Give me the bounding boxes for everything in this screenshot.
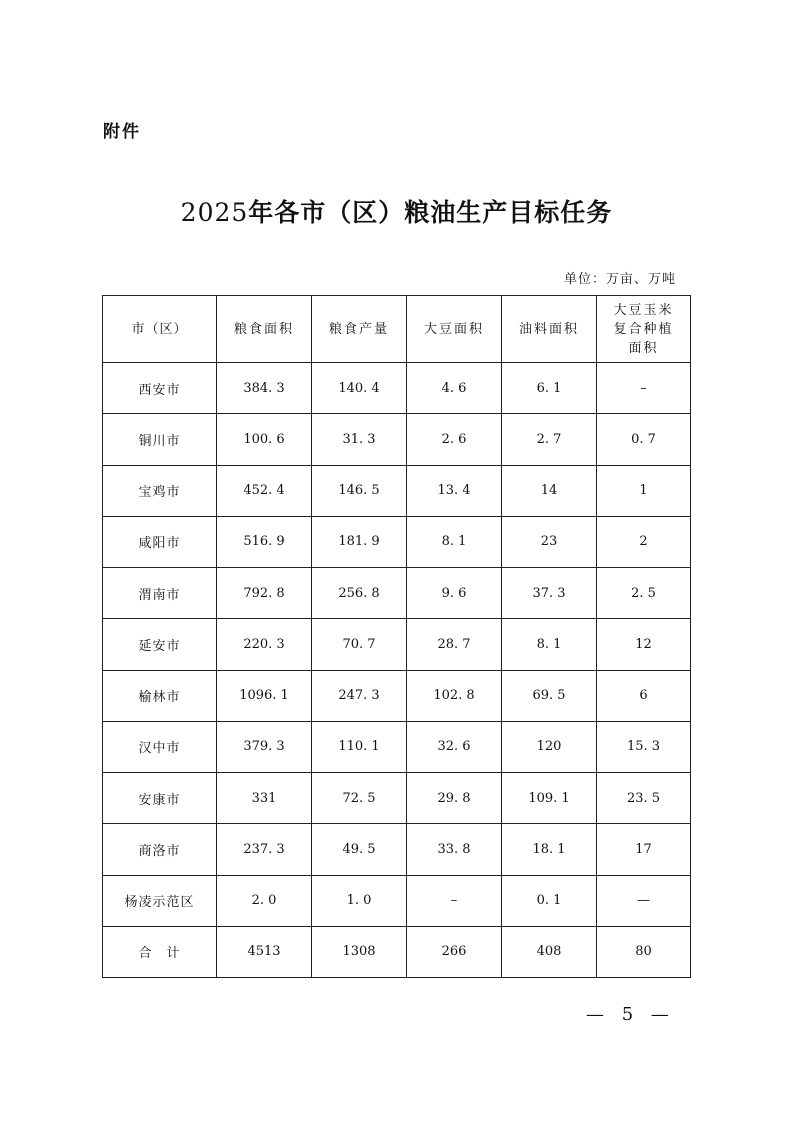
grain-area-cell: 379. 3: [217, 721, 312, 772]
intercrop-area-cell: 6: [597, 670, 691, 721]
grain-area-cell: 100. 6: [217, 414, 312, 465]
grain-output-cell: 1. 0: [312, 875, 407, 926]
intercrop-area-cell: 80: [597, 926, 691, 977]
intercrop-area-cell: 2. 5: [597, 568, 691, 619]
city-cell: 商洛市: [103, 824, 217, 875]
soybean-area-cell: 33. 8: [407, 824, 502, 875]
unit-note: 单位：万亩、万吨: [563, 272, 676, 287]
grain-output-cell: 31. 3: [312, 414, 407, 465]
oilseed-area-cell: 408: [502, 926, 597, 977]
soybean-area-cell: 266: [407, 926, 502, 977]
grain-output-cell: 140. 4: [312, 363, 407, 414]
table-body: [103, 363, 691, 978]
header-intercrop-area: [597, 296, 691, 363]
header-oilseed-area: 油料面积: [502, 296, 597, 363]
intercrop-area-cell: —: [597, 875, 691, 926]
header-grain-area: 粮食面积: [217, 296, 312, 363]
oilseed-area-cell: 0. 1: [502, 875, 597, 926]
grain-output-cell: 110. 1: [312, 721, 407, 772]
grain-output-cell: 247. 3: [312, 670, 407, 721]
soybean-area-cell: –: [407, 875, 502, 926]
header-city: 市（区）: [103, 296, 217, 363]
grain-output-cell: 146. 5: [312, 465, 407, 516]
grain-output-cell: 49. 5: [312, 824, 407, 875]
soybean-area-cell: 32. 6: [407, 721, 502, 772]
city-cell: 合 计: [103, 926, 217, 977]
table-total-row: [103, 926, 691, 977]
soybean-area-cell: 29. 8: [407, 773, 502, 824]
table-row: [103, 721, 691, 772]
header-intercrop-line: 复合种植: [613, 321, 674, 337]
grain-area-cell: 237. 3: [217, 824, 312, 875]
table-row: [103, 465, 691, 516]
oilseed-area-cell: 37. 3: [502, 568, 597, 619]
intercrop-area-cell: 12: [597, 619, 691, 670]
grain-area-cell: 4513: [217, 926, 312, 977]
oilseed-area-cell: 14: [502, 465, 597, 516]
table-header-row: [103, 296, 691, 363]
attachment-label: 附件: [103, 122, 141, 142]
table-row: [103, 363, 691, 414]
intercrop-area-cell: 0. 7: [597, 414, 691, 465]
city-cell: 榆林市: [103, 670, 217, 721]
header-intercrop-line: 大豆玉米: [613, 302, 674, 318]
soybean-area-cell: 9. 6: [407, 568, 502, 619]
table-row: [103, 773, 691, 824]
soybean-area-cell: 4. 6: [407, 363, 502, 414]
oilseed-area-cell: 120: [502, 721, 597, 772]
grain-output-cell: 256. 8: [312, 568, 407, 619]
grain-area-cell: 452. 4: [217, 465, 312, 516]
soybean-area-cell: 2. 6: [407, 414, 502, 465]
title-year: 2025: [180, 198, 249, 227]
title-text: 年各市（区）粮油生产目标任务: [248, 198, 613, 227]
table-row: [103, 619, 691, 670]
intercrop-area-cell: 15. 3: [597, 721, 691, 772]
table-row: [103, 670, 691, 721]
document-title: [0, 193, 793, 229]
oilseed-area-cell: 23: [502, 516, 597, 567]
oilseed-area-cell: 2. 7: [502, 414, 597, 465]
header-intercrop-line: 面积: [628, 340, 659, 356]
table-row: [103, 568, 691, 619]
page-number: — 5 —: [586, 1004, 675, 1025]
city-cell: 西安市: [103, 363, 217, 414]
grain-area-cell: 2. 0: [217, 875, 312, 926]
intercrop-area-cell: 23. 5: [597, 773, 691, 824]
header-grain-output: 粮食产量: [312, 296, 407, 363]
table-row: [103, 516, 691, 567]
oilseed-area-cell: 109. 1: [502, 773, 597, 824]
oilseed-area-cell: 18. 1: [502, 824, 597, 875]
intercrop-area-cell: 1: [597, 465, 691, 516]
grain-area-cell: 792. 8: [217, 568, 312, 619]
oilseed-area-cell: 8. 1: [502, 619, 597, 670]
intercrop-area-cell: 17: [597, 824, 691, 875]
grain-area-cell: 220. 3: [217, 619, 312, 670]
header-soybean-area: 大豆面积: [407, 296, 502, 363]
grain-area-cell: 516. 9: [217, 516, 312, 567]
soybean-area-cell: 102. 8: [407, 670, 502, 721]
table-row: [103, 414, 691, 465]
soybean-area-cell: 13. 4: [407, 465, 502, 516]
table-row: [103, 824, 691, 875]
city-cell: 宝鸡市: [103, 465, 217, 516]
grain-output-cell: 72. 5: [312, 773, 407, 824]
target-table: [102, 295, 691, 978]
city-cell: 延安市: [103, 619, 217, 670]
table-row: [103, 875, 691, 926]
city-cell: 杨凌示范区: [103, 875, 217, 926]
city-cell: 咸阳市: [103, 516, 217, 567]
soybean-area-cell: 28. 7: [407, 619, 502, 670]
soybean-area-cell: 8. 1: [407, 516, 502, 567]
grain-area-cell: 384. 3: [217, 363, 312, 414]
grain-area-cell: 331: [217, 773, 312, 824]
grain-output-cell: 70. 7: [312, 619, 407, 670]
city-cell: 渭南市: [103, 568, 217, 619]
oilseed-area-cell: 69. 5: [502, 670, 597, 721]
grain-output-cell: 1308: [312, 926, 407, 977]
city-cell: 铜川市: [103, 414, 217, 465]
grain-area-cell: 1096. 1: [217, 670, 312, 721]
city-cell: 汉中市: [103, 721, 217, 772]
grain-output-cell: 181. 9: [312, 516, 407, 567]
oilseed-area-cell: 6. 1: [502, 363, 597, 414]
intercrop-area-cell: –: [597, 363, 691, 414]
intercrop-area-cell: 2: [597, 516, 691, 567]
city-cell: 安康市: [103, 773, 217, 824]
